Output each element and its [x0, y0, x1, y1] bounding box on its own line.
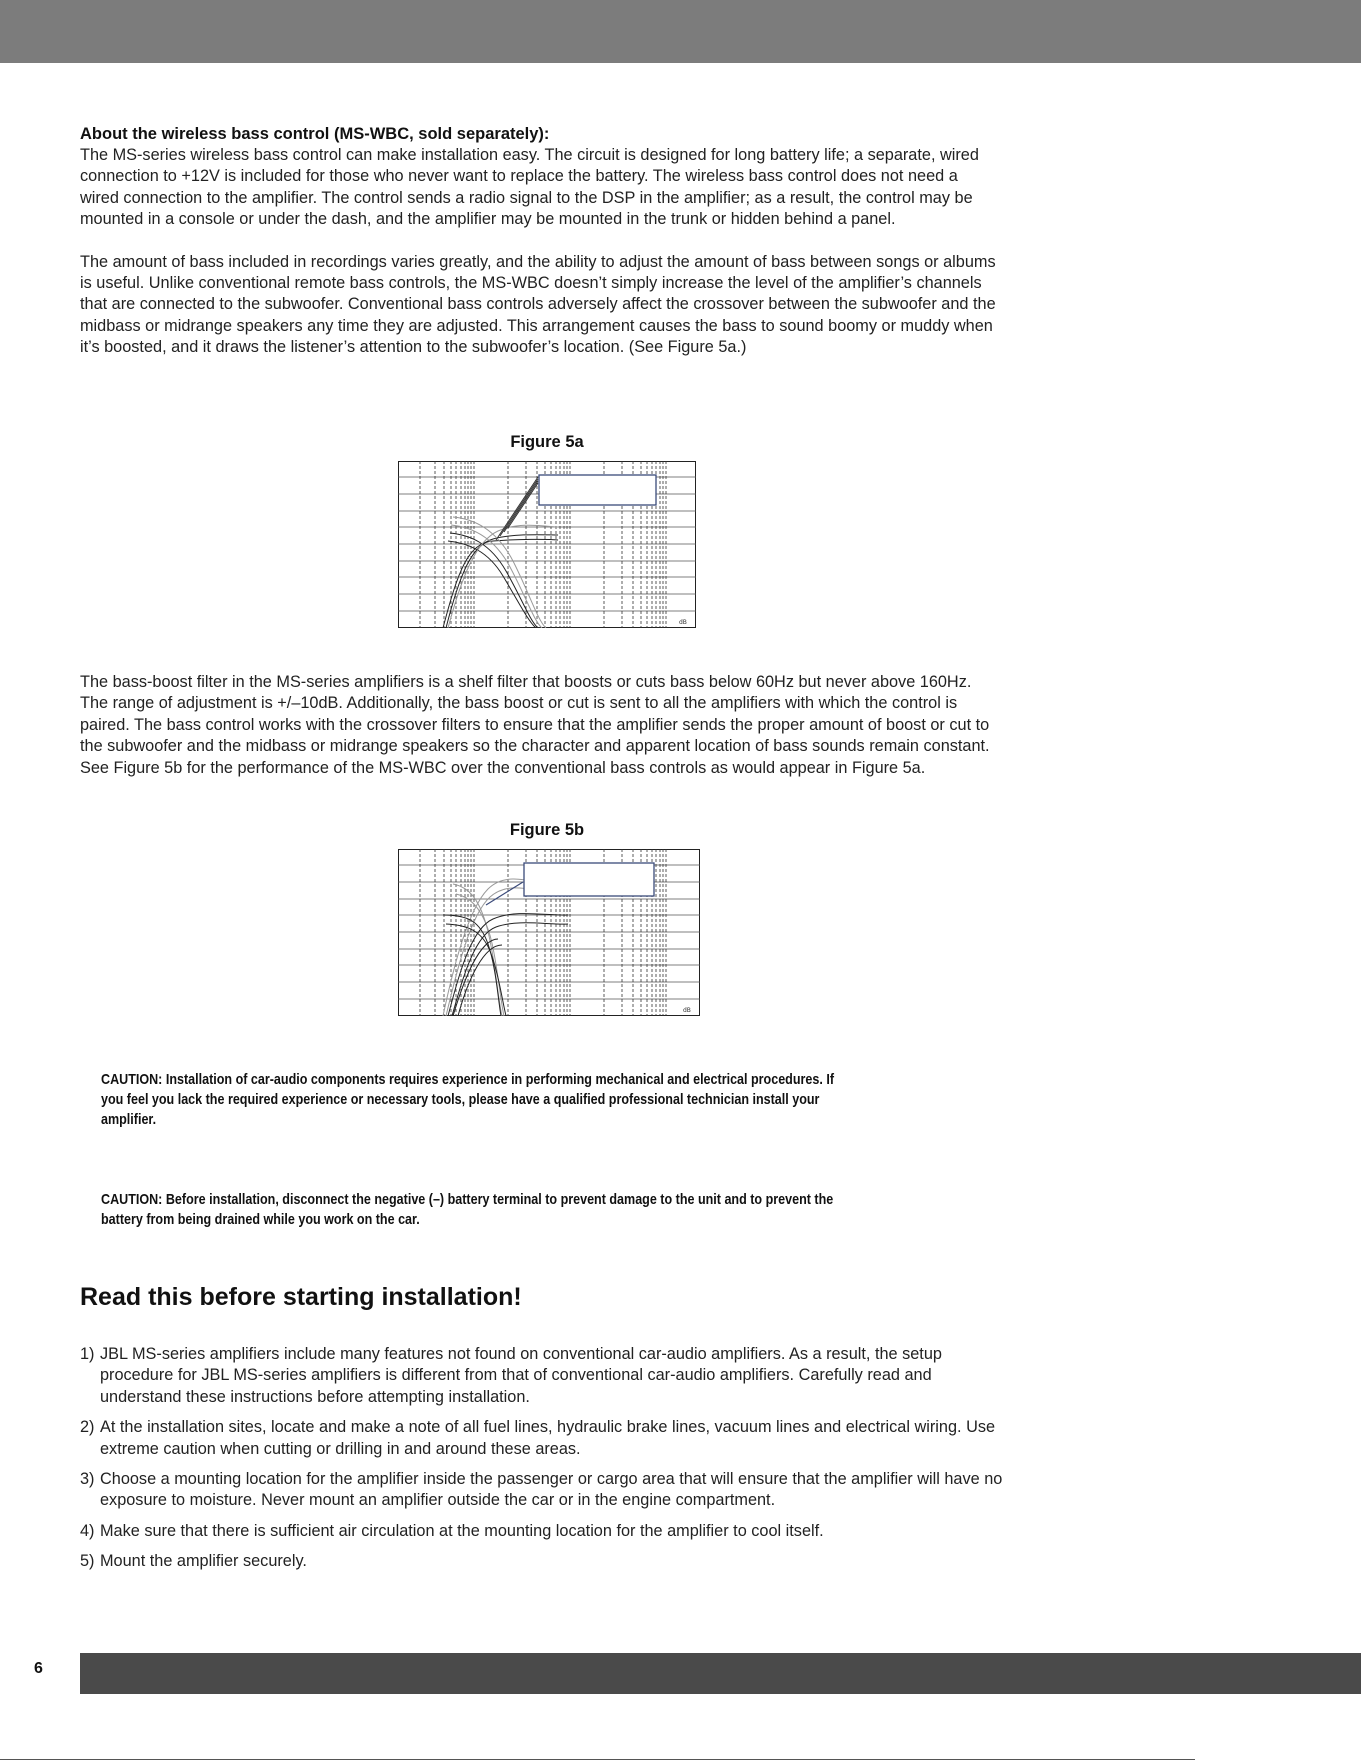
section-title: About the wireless bass control (MS-WBC, sold separately): [80, 125, 550, 143]
header-band [0, 0, 1361, 63]
caution-text: Before installation, disconnect the negative (–) battery terminal to prevent damage to the unit and to prevent the battery from being drained while you work on the car. [101, 1192, 834, 1228]
paragraph-2: The amount of bass included in recordings varies greatly, and the ability to adjust the amount of bass between songs or albums is useful. Unlike conventional remote bass controls, the MS-WBC doesn’t simply increase the level of the amplifier’s channels that are connected to the subwoofer. Conventional bass controls adversely affect the crossover between the subwoofer and the midbass or midrange speakers any time they are adjusted. This arrangement causes the bass to sound boomy or muddy when it’s boosted, and it draws the listener’s attention to the subwoofer’s location. (See Figure 5a.) [80, 252, 996, 357]
paragraph-3-wrap [80, 672, 1000, 800]
caution-installation [101, 1070, 858, 1130]
figure-5b-title: Figure 5b [509, 821, 585, 839]
intro-section [80, 124, 1000, 380]
page-number: 6 [34, 1660, 43, 1677]
caution-battery [101, 1190, 858, 1230]
list-item: 1) JBL MS-series amplifiers include many features not found on conventional car-audio amplifiers. As a result, the setup procedure for JBL MS-series amplifiers is different from that of conventional car-audio amplifiers. Carefully read and understand these instructions before attempting installation. [80, 1345, 942, 1406]
list-item: 4) Make sure that there is sufficient air circulation at the mounting location for the amplifier to cool itself. [80, 1521, 824, 1540]
footer-band [80, 1653, 1361, 1694]
svg-text:dB: dB [679, 619, 687, 626]
paragraph-1: The MS-series wireless bass control can make installation easy. The circuit is designed for long battery life; a separate, wired connection to +12V is included for those who never want to replace the battery. The wireless bass control does not need a wired connection to the amplifier. The control sends a radio signal to the DSP in the amplifier; as a result, the control may be mounted in a console or under the dash, and the amplifier may be mounted in the trunk or hidden behind a panel. [80, 146, 979, 229]
paragraph-3: The bass-boost filter in the MS-series amplifiers is a shelf filter that boosts or cuts bass below 60Hz but never above 160Hz. The range of adjustment is +/–10dB. Additionally, the bass boost or cut is sent to all the amplifiers with which the control is paired. The bass control works with the crossover filters to ensure that the amplifier sends the proper amount of boost or cut to the subwoofer and the midbass or midrange speakers so the character and apparent location of bass sounds remain constant. See Figure 5b for the performance of the MS-WBC over the conventional bass controls as would appear in Figure 5a. [80, 673, 990, 777]
figure-5a-graph [398, 461, 696, 628]
list-item: 3) Choose a mounting location for the amplifier inside the passenger or cargo area that will ensure that the amplifier will have no exposure to moisture. Never mount an amplifier outside the car or in the engine compartment. [80, 1470, 1003, 1510]
caution-label: CAUTION: [101, 1192, 163, 1208]
caution-label: CAUTION: [101, 1072, 163, 1088]
caution-text: Installation of car-audio components requires experience in performing mechanical and electrical procedures. If you feel you lack the required experience or necessary tools, please have a qualified professional technician install your amplifier. [101, 1072, 835, 1128]
list-item: 5) Mount the amplifier securely. [80, 1552, 307, 1571]
list-item: 2) At the installation sites, locate and make a note of all fuel lines, hydraulic brake lines, vacuum lines and electrical wiring. Use extreme caution when cutting or drilling in and around these areas. [80, 1418, 996, 1458]
figure-5a-title: Figure 5a [510, 433, 584, 451]
figure-5b-graph [398, 849, 700, 1016]
svg-text:dB: dB [683, 1007, 691, 1014]
install-heading: Read this before starting installation! [80, 1283, 522, 1311]
install-steps [80, 1344, 1010, 1582]
footer-rule [0, 1759, 1195, 1760]
